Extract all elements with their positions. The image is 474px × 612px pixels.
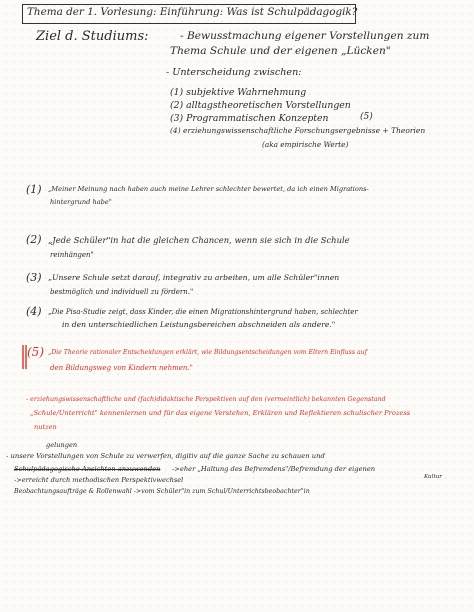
note-line-3: nutzen bbox=[34, 423, 57, 431]
distinction-heading: - Unterscheidung zwischen: bbox=[166, 67, 302, 78]
statement-1-line-1: „Meiner Meinung nach haben auch meine Lehrer schlechter bewertet, da ich einen Migrations- bbox=[48, 185, 369, 193]
distinction-marker: (5) bbox=[360, 112, 373, 122]
note-line-5-struck: Schulpädagogische Ansichten anzuwenden bbox=[14, 465, 161, 473]
note-insert: gelungen bbox=[46, 441, 78, 449]
distinction-item-2: (2) alltagstheoretischen Vorstellungen bbox=[170, 100, 351, 111]
goal-line-1: - Bewusstmachung eigener Vorstellungen zum bbox=[180, 30, 430, 42]
note-line-6: ->erreicht durch methodischen Perspektivwechsel bbox=[14, 476, 184, 484]
note-line-4: - unsere Vorstellungen von Schule zu verwerfen, digitiv auf die ganze Sache zu schauen und bbox=[6, 452, 325, 460]
note-line-5-tail: Kultur bbox=[424, 474, 442, 480]
statement-4-line-1: „Die Pisa-Studie zeigt, dass Kinder, die einen Migrationshintergrund haben, schlechter bbox=[48, 308, 358, 316]
highlight-line-2: den Bildungsweg von Kindern nehmen." bbox=[50, 364, 193, 372]
statement-4-line-2: in den unterschiedlichen Leistungsbereichen abschneiden als andere." bbox=[62, 320, 336, 329]
note-line-5: ->eher „Haltung des Befremdens"/Befremdung der eigenen bbox=[172, 465, 376, 473]
note-line-2: „Schule/Unterricht" kennenlernen und für das eigene Verstehen, Erklären und Reflektieren schulischer Prozess bbox=[30, 409, 411, 417]
statement-3-line-1: „Unsere Schule setzt darauf, integrativ zu arbeiten, um alle Schüler"innen bbox=[48, 273, 340, 282]
goal-line-2: Thema Schule und der eigenen „Lücken" bbox=[170, 45, 391, 57]
statement-3-number: (3) bbox=[26, 271, 42, 284]
statement-2-number: (2) bbox=[26, 233, 42, 246]
statement-1-number: (1) bbox=[26, 183, 42, 196]
statement-2-line-2: reinhängen" bbox=[50, 251, 94, 259]
note-line-1: - erziehungswissenschaftliche und (fach)didaktische Perspektiven auf den (vermeintlich) bekannten Gegenstand bbox=[26, 396, 386, 403]
highlight-number: (5) bbox=[27, 345, 44, 359]
distinction-note: (aka empirische Werte) bbox=[262, 140, 349, 149]
statement-3-line-2: bestmöglich und individuell zu fördern." bbox=[50, 288, 194, 296]
page-title: Thema der 1. Vorlesung: Einführung: Was ist Schulpädagogik? bbox=[27, 6, 358, 18]
highlight-line-1: „Die Theorie rationaler Entscheidungen erklärt, wie Bildungsentscheidungen vom Eltern Einfluss auf bbox=[48, 349, 367, 356]
statement-4-number: (4) bbox=[26, 305, 42, 318]
statement-2-line-1: „Jede Schüler"in hat die gleichen Chancen, wenn sie sich in die Schule bbox=[48, 235, 350, 245]
distinction-item-3: (3) Programmatischen Konzepten bbox=[170, 113, 329, 124]
goal-label: Ziel d. Studiums: bbox=[36, 29, 149, 44]
distinction-item-1: (1) subjektive Wahrnehmung bbox=[170, 87, 307, 98]
distinction-item-4: (4) erziehungswissenschaftliche Forschungsergebnisse + Theorien bbox=[170, 126, 426, 135]
statement-1-line-2: hintergrund habe" bbox=[50, 198, 112, 206]
note-line-7: Beobachtungsaufträge & Rollenwahl ->vom Schüler"in zum Schul/Unterrichtsbeobachter"in bbox=[14, 488, 310, 495]
